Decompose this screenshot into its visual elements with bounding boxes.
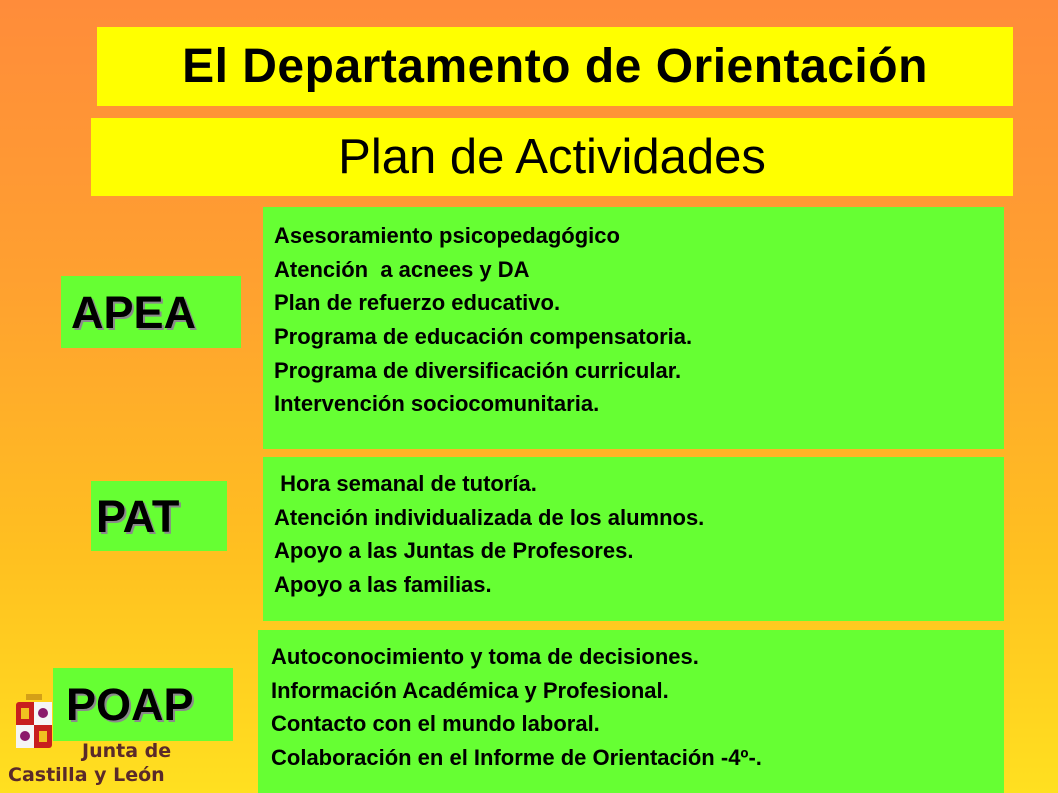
list-item: Autoconocimiento y toma de decisiones. <box>271 644 699 669</box>
logo-line2: Castilla y León <box>8 764 165 786</box>
list-item: Programa de educación compensatoria. <box>274 323 693 349</box>
list-item: Hora semanal de tutoría. <box>274 471 537 496</box>
slide-title: El Departamento de Orientación <box>97 27 1013 106</box>
list-item: Atención a acnees y DA <box>274 256 530 282</box>
junta-castilla-leon-logo <box>8 692 173 793</box>
pat-list <box>263 457 1004 621</box>
list-item: Apoyo a las Juntas de Profesores. <box>274 538 634 564</box>
list-item: Contacto con el mundo laboral. <box>271 711 600 737</box>
list-item: Programa de diversificación curricular. <box>274 357 682 383</box>
pat-label: PAT <box>91 481 227 551</box>
list-item: Plan de refuerzo educativo. <box>274 290 561 316</box>
list-item: Asesoramiento psicopedagógico <box>274 223 620 248</box>
poap-label: POAP <box>53 668 233 741</box>
coat-of-arms-icon <box>12 692 56 760</box>
list-item: Atención individualizada de los alumnos. <box>274 504 705 530</box>
slide-subtitle: Plan de Actividades <box>91 118 1013 196</box>
apea-list <box>263 207 1004 449</box>
logo-line1: Junta de <box>82 740 172 762</box>
poap-list <box>258 630 1004 793</box>
apea-label: APEA <box>61 276 241 348</box>
list-item: Intervención sociocomunitaria. <box>274 391 600 417</box>
list-item: Colaboración en el Informe de Orientación -4º-. <box>271 744 762 770</box>
list-item: Información Académica y Profesional. <box>271 677 669 703</box>
list-item: Apoyo a las familias. <box>274 571 492 597</box>
